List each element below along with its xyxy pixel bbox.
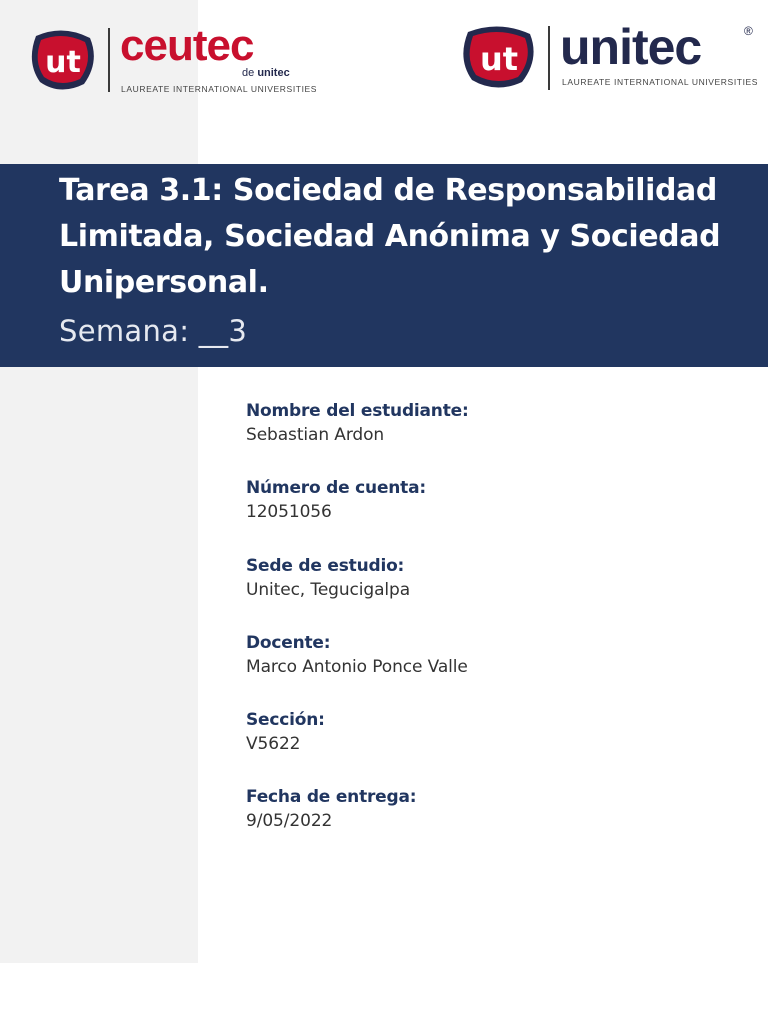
logo-divider xyxy=(108,28,110,92)
week-label: Semana: __3 xyxy=(59,314,248,348)
field-due-date xyxy=(246,786,726,863)
unitec-logo xyxy=(460,19,760,94)
field-value: V5622 xyxy=(246,734,301,755)
field-value: Marco Antonio Ponce Valle xyxy=(246,656,468,677)
field-label: Sección: xyxy=(246,710,325,731)
field-value: Sebastian Ardon xyxy=(246,425,385,445)
field-teacher xyxy=(246,632,726,709)
ut-badge-icon xyxy=(28,28,98,92)
brand-sub-brand: unitec xyxy=(257,67,290,79)
field-label: Docente: xyxy=(246,632,331,653)
field-campus xyxy=(246,555,726,632)
field-value: Unitec, Tegucigalpa xyxy=(246,579,411,600)
field-value: 9/05/2022 xyxy=(246,811,333,832)
side-panel xyxy=(0,0,198,963)
field-label: Número de cuenta: xyxy=(246,478,426,499)
registered-mark: ® xyxy=(744,24,753,38)
badge-text: ut xyxy=(479,40,519,78)
brand-tagline: LAUREATE INTERNATIONAL UNIVERSITIES xyxy=(562,77,759,87)
field-label: Nombre del estudiante: xyxy=(246,401,469,421)
brand-name: ceutec xyxy=(120,21,254,70)
badge-text: ut xyxy=(45,45,81,80)
field-label: Fecha de entrega: xyxy=(246,787,417,808)
page-title: Tarea 3.1: Sociedad de Responsabilidad Limitada, Sociedad Anónima y Sociedad Unipersonal. xyxy=(59,173,721,300)
field-label: Sede de estudio: xyxy=(246,555,405,576)
field-value: 12051056 xyxy=(246,502,332,523)
student-info xyxy=(246,400,726,864)
ceutec-logo xyxy=(28,21,318,96)
field-account-number xyxy=(246,477,726,554)
brand-name: unitec xyxy=(560,19,702,75)
brand-subtitle xyxy=(242,67,290,79)
field-section xyxy=(246,709,726,786)
logo-divider xyxy=(548,26,550,90)
ut-badge-icon xyxy=(460,24,538,90)
field-student-name xyxy=(246,400,726,477)
brand-tagline: LAUREATE INTERNATIONAL UNIVERSITIES xyxy=(121,84,318,94)
brand-sub-prefix: de xyxy=(242,67,255,79)
